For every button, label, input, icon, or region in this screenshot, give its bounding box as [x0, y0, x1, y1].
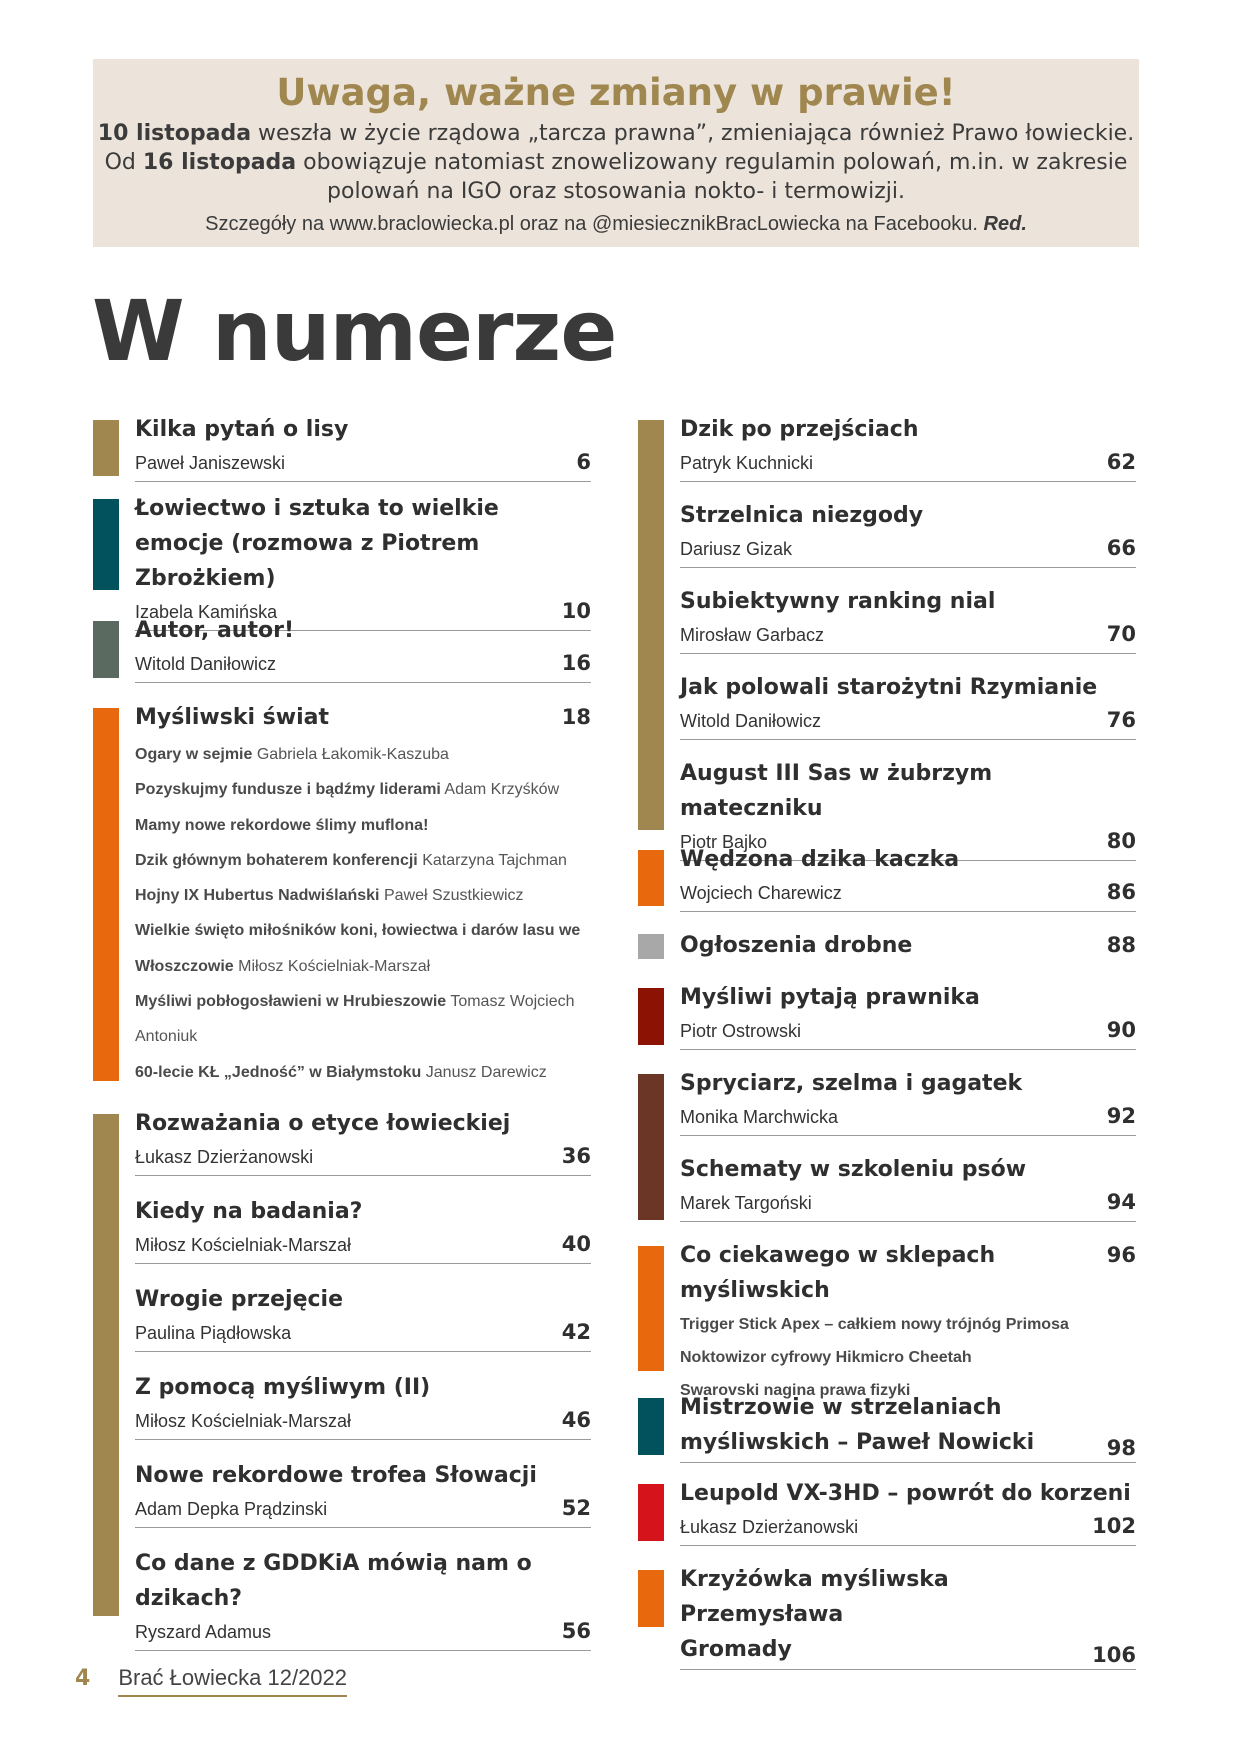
entry-title: Ogłoszenia drobne — [680, 933, 913, 958]
world-item[interactable] — [135, 913, 591, 984]
entry-byline — [135, 1616, 591, 1651]
section-color-bar — [93, 621, 119, 678]
shop-item[interactable] — [680, 1341, 1136, 1374]
toc-entry[interactable] — [638, 980, 1136, 1066]
entry-title: Schematy w szkoleniu psów — [680, 1157, 1027, 1182]
entry-title: Mistrzowie w strzelaniach myśliwskich – Paweł Nowicki — [680, 1395, 1035, 1455]
section-color-bar — [93, 708, 119, 1081]
entry-page: 94 — [1106, 1190, 1136, 1214]
world-item-author: Gabriela Łakomik-Kaszuba — [256, 746, 449, 763]
entry-byline — [680, 619, 1136, 654]
entry-author: Witold Daniłowicz — [680, 711, 822, 731]
entry-title-line — [680, 1562, 1136, 1670]
entry-author: Marek Targoński — [680, 1193, 812, 1213]
world-item-title: Ogary w sejmie — [135, 746, 253, 763]
entry-page: 66 — [1106, 536, 1136, 560]
toc-entry[interactable] — [93, 1458, 591, 1546]
entry-byline — [680, 1187, 1136, 1222]
entry-title: Myśliwi pytają prawnika — [680, 985, 980, 1010]
entry-title-line — [680, 1390, 1136, 1463]
entry-title: Z pomocą myśliwym (II) — [135, 1375, 431, 1400]
notice-title: Uwaga, ważne zmiany w prawie! — [276, 71, 956, 114]
toc-entry-hunting-world[interactable] — [93, 700, 591, 1106]
world-item-author: Katarzyna Tajchman — [422, 851, 567, 869]
entry-title: Kilka pytań o lisy — [135, 417, 349, 442]
entry-byline — [680, 1511, 1136, 1546]
shop-item[interactable] — [680, 1308, 1136, 1341]
notice-signature: Red. — [983, 213, 1027, 235]
toc-entry[interactable] — [93, 491, 591, 623]
entry-author: Ryszard Adamus — [135, 1622, 272, 1642]
toc-entry[interactable] — [638, 1152, 1136, 1238]
entry-author: Patryk Kuchnicki — [680, 453, 814, 473]
entry-title: Krzyżówka myśliwska Przemysława Gromady — [680, 1567, 949, 1662]
world-item[interactable] — [135, 984, 591, 1055]
world-item-author: Adam Krzyśków — [444, 781, 560, 799]
page-heading: W numerze — [92, 282, 617, 380]
toc-entry[interactable] — [93, 1194, 591, 1282]
toc-entry[interactable] — [93, 613, 591, 700]
toc-entry[interactable] — [93, 412, 591, 491]
entry-title: Jak polowali starożytni Rzymianie — [680, 675, 1098, 700]
entry-author: Paweł Janiszewski — [135, 453, 286, 473]
toc-entry[interactable] — [638, 670, 1136, 756]
world-item[interactable] — [135, 1055, 591, 1090]
entry-byline — [680, 1101, 1136, 1136]
entry-author: Wojciech Charewicz — [680, 883, 842, 903]
entry-page: 70 — [1106, 622, 1136, 646]
magazine-issue: Brać Łowiecka 12/2022 — [118, 1665, 347, 1697]
toc-entry[interactable] — [638, 1066, 1136, 1152]
entry-title: Autor, autor! — [135, 618, 294, 643]
entry-byline — [135, 648, 591, 683]
entry-page: 16 — [561, 651, 591, 675]
notice-date-1: 10 listopada — [97, 121, 252, 146]
world-item-title: Mamy nowe rekordowe ślimy muflona! — [135, 816, 429, 834]
toc-entry[interactable] — [638, 756, 1136, 853]
section-color-bar — [638, 850, 664, 906]
toc-entry[interactable] — [638, 1390, 1136, 1476]
entry-page: 52 — [561, 1496, 591, 1520]
entry-author: Dariusz Gizak — [680, 539, 793, 559]
entry-byline — [135, 1229, 591, 1264]
toc-entry-shops[interactable] — [638, 1238, 1136, 1399]
world-item[interactable] — [135, 878, 591, 913]
entry-title: Rozważania o etyce łowieckiej — [135, 1111, 511, 1136]
entry-title-line — [680, 928, 1136, 965]
world-item[interactable] — [135, 737, 591, 772]
entry-page: 18 — [561, 705, 591, 729]
entry-page: 42 — [561, 1320, 591, 1344]
notice-text-2-start: Od — [104, 150, 143, 175]
world-item-author: Miłosz Kościelniak-Marszał — [238, 957, 431, 975]
entry-byline — [135, 447, 591, 482]
entry-page: 10 — [561, 599, 591, 623]
entry-page: 96 — [1106, 1243, 1136, 1267]
entry-byline — [135, 1405, 591, 1440]
entry-page: 6 — [576, 450, 591, 474]
entry-title: Dzik po przejściach — [680, 417, 919, 442]
world-item-author: Tomasz Wojciech Antoniuk — [135, 993, 575, 1046]
entry-byline — [680, 877, 1136, 912]
world-item-title: Wielkie święto miłośników koni, łowiectwa i darów lasu we Włoszczowie — [135, 922, 581, 975]
entry-author: Miłosz Kościelniak-Marszał — [135, 1411, 352, 1431]
entry-title-line — [680, 1238, 1136, 1308]
entry-page: 86 — [1106, 880, 1136, 904]
entry-page: 90 — [1106, 1018, 1136, 1042]
shop-item-title: Swarovski nagina prawa fizyki — [680, 1382, 911, 1399]
entry-title: Myśliwski świat — [135, 705, 329, 730]
entry-byline — [680, 447, 1136, 482]
entry-title-line — [135, 700, 591, 735]
entry-byline — [680, 1015, 1136, 1050]
world-items-list — [135, 737, 591, 1090]
section-color-bar — [93, 499, 119, 590]
world-item-author: Janusz Darewicz — [425, 1063, 547, 1081]
entry-author: Paulina Piądłowska — [135, 1323, 292, 1343]
section-color-bar — [638, 988, 664, 1045]
entry-title: Nowe rekordowe trofea Słowacji — [135, 1463, 537, 1488]
entry-title: Co ciekawego w sklepach myśliwskich — [680, 1243, 996, 1303]
world-item[interactable] — [135, 843, 591, 878]
world-item-title: Pozyskujmy fundusze i bądźmy liderami — [135, 781, 441, 799]
entry-author: Mirosław Garbacz — [680, 625, 825, 645]
world-item-title: 60-lecie KŁ „Jedność” w Białymstoku — [135, 1063, 422, 1081]
entry-author: Piotr Ostrowski — [680, 1021, 802, 1041]
section-color-bar — [638, 934, 664, 959]
entry-author: Łukasz Dzierżanowski — [680, 1517, 859, 1537]
entry-title: Łowiectwo i sztuka to wielkie emocje (rozmowa z Piotrem Zbrożkiem) — [135, 496, 499, 591]
entry-page: 92 — [1106, 1104, 1136, 1128]
notice-text-2: obowiązuje natomiast znowelizowany regulamin polowań, m.in. w zakresie polowań na IGO oraz stosowania nokto- i termowizji. — [296, 150, 1128, 204]
toc-left-column — [93, 412, 591, 1643]
entry-page: 106 — [1092, 1643, 1136, 1667]
notice-body — [93, 119, 1139, 206]
world-item-title: Hojny IX Hubertus Nadwiślański — [135, 887, 380, 905]
entry-byline — [135, 1141, 591, 1176]
toc-entry[interactable] — [93, 1282, 591, 1370]
entry-title: Kiedy na badania? — [135, 1199, 363, 1224]
section-color-bar — [638, 1570, 664, 1627]
toc-entry[interactable] — [93, 1106, 591, 1194]
entry-page: 40 — [561, 1232, 591, 1256]
shop-item-title: Trigger Stick Apex – całkiem nowy trójnóg Primosa — [680, 1316, 1069, 1333]
entry-author: Piotr Bajko — [680, 832, 768, 852]
shop-item-title: Noktowizor cyfrowy Hikmicro Cheetah — [680, 1349, 972, 1366]
toc-entry[interactable] — [638, 584, 1136, 670]
entry-page: 56 — [561, 1619, 591, 1643]
entry-byline — [680, 533, 1136, 568]
toc-entry[interactable] — [638, 842, 1136, 928]
notice-details — [93, 209, 1139, 239]
section-color-bar — [638, 1484, 664, 1541]
entry-author: Miłosz Kościelniak-Marszał — [135, 1235, 352, 1255]
toc-entry[interactable] — [93, 1370, 591, 1458]
notice-date-2: 16 listopada — [142, 150, 297, 175]
entry-title: Strzelnica niezgody — [680, 503, 924, 528]
notice-box — [93, 59, 1139, 247]
entry-page: 98 — [1106, 1436, 1136, 1460]
notice-text-1: weszła w życie rządowa „tarcza prawna”, zmieniająca również Prawo łowieckie. — [251, 121, 1135, 146]
page-footer — [75, 1665, 347, 1697]
entry-page: 36 — [561, 1144, 591, 1168]
entry-byline — [680, 705, 1136, 740]
toc-right-column — [638, 412, 1136, 1667]
section-color-bar — [638, 1246, 664, 1371]
toc-entry[interactable] — [638, 498, 1136, 584]
section-color-bar — [638, 1398, 664, 1455]
entry-author: Witold Daniłowicz — [135, 654, 277, 674]
world-item[interactable] — [135, 772, 591, 807]
toc-entry[interactable] — [93, 1546, 591, 1643]
entry-byline — [135, 1493, 591, 1528]
entry-author: Monika Marchwicka — [680, 1107, 839, 1127]
entry-page: 88 — [1106, 933, 1136, 957]
world-item[interactable] — [135, 808, 591, 843]
toc-entry[interactable] — [638, 1476, 1136, 1562]
world-item-title: Myśliwi pobłogosławieni w Hrubieszowie — [135, 993, 447, 1011]
entry-page: 62 — [1106, 450, 1136, 474]
section-color-bar — [93, 420, 119, 476]
toc-entry[interactable] — [638, 412, 1136, 498]
entry-title: Co dane z GDDKiA mówią nam o dzikach? — [135, 1551, 532, 1611]
entry-author: Izabela Kamińska — [135, 602, 278, 622]
page-number: 4 — [75, 1666, 91, 1691]
entry-title: Wrogie przejęcie — [135, 1287, 344, 1312]
entry-title: Subiektywny ranking nial — [680, 589, 996, 614]
entry-page: 102 — [1092, 1514, 1136, 1538]
entry-title: Wędzona dzika kaczka — [680, 847, 960, 872]
entry-title: Spryciarz, szelma i gagatek — [680, 1071, 1023, 1096]
world-item-title: Dzik głównym bohaterem konferencji — [135, 851, 418, 869]
entry-title: August III Sas w żubrzym mateczniku — [680, 761, 993, 821]
entry-author: Łukasz Dzierżanowski — [135, 1147, 314, 1167]
toc-entry[interactable] — [638, 1562, 1136, 1667]
entry-page: 76 — [1106, 708, 1136, 732]
entry-byline — [135, 1317, 591, 1352]
entry-page: 80 — [1106, 829, 1136, 853]
world-item-author: Paweł Szustkiewicz — [383, 887, 524, 905]
notice-details-text: Szczegóły na www.braclowiecka.pl oraz na @miesiecznikBracLowiecka na Facebooku. — [205, 213, 984, 235]
entry-author: Adam Depka Prądzinski — [135, 1499, 328, 1519]
entry-page: 46 — [561, 1408, 591, 1432]
toc-entry[interactable] — [638, 928, 1136, 980]
entry-title: Leupold VX-3HD – powrót do korzeni — [680, 1481, 1131, 1506]
